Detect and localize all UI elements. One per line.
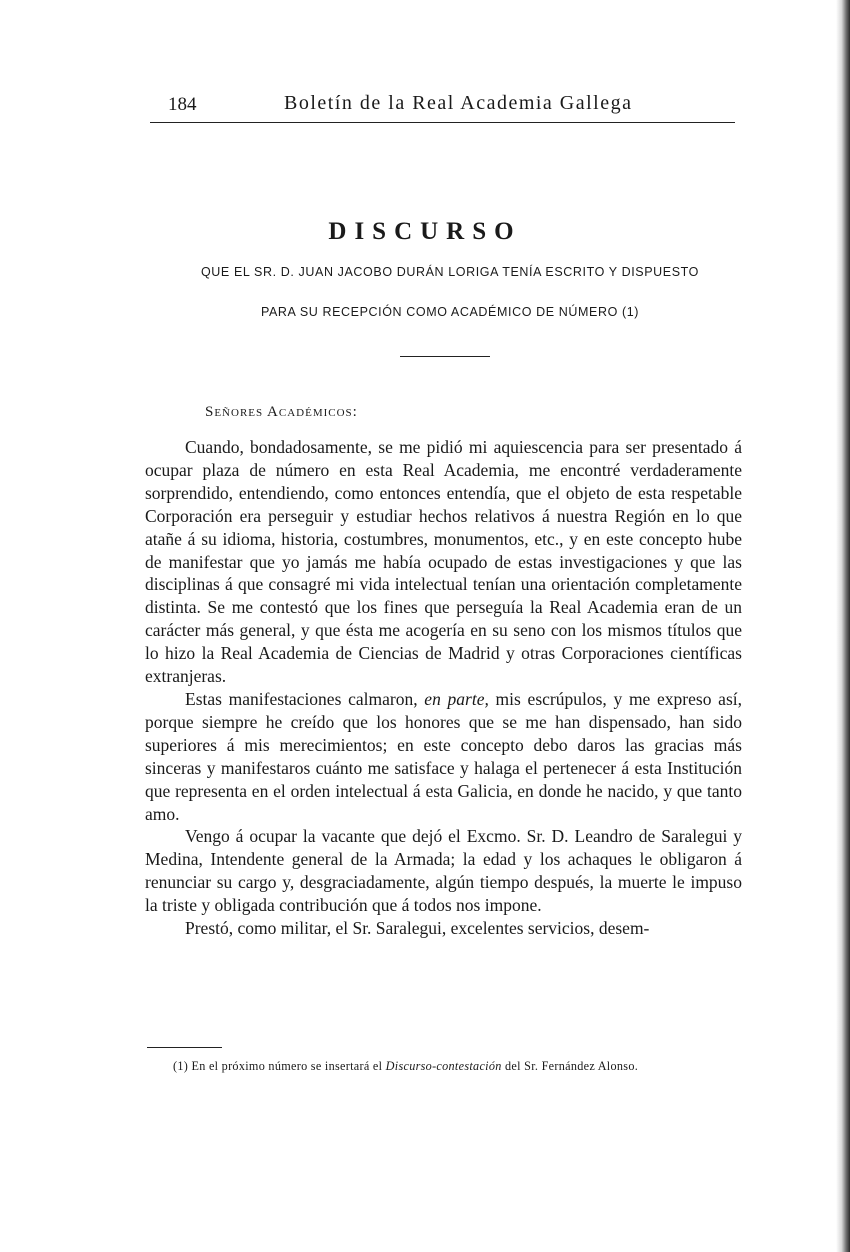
paragraph-2-emphasis: en parte, bbox=[424, 688, 489, 709]
running-title: Boletín de la Real Academia Gallega bbox=[284, 92, 633, 114]
paragraph-2 bbox=[145, 688, 742, 825]
footnote-start: (1) En el próximo número se insertará el bbox=[173, 1059, 386, 1073]
title-divider bbox=[400, 356, 490, 357]
paragraph-4: Prestó, como militar, el Sr. Saralegui, excelentes servicios, desem- bbox=[185, 918, 650, 939]
body-text bbox=[145, 436, 742, 940]
footnote-end: del Sr. Fernández Alonso. bbox=[501, 1059, 639, 1073]
footnote-divider bbox=[147, 1047, 222, 1048]
footnote bbox=[145, 1057, 742, 1077]
scan-edge-shadow bbox=[836, 0, 850, 1252]
subtitle-line-1: QUE EL SR. D. JUAN JACOBO DURÁN LORIGA TENÍA ESCRITO Y DISPUESTO bbox=[200, 265, 699, 279]
page-number: 184 bbox=[168, 94, 197, 115]
footnote-emphasis: Discurso-contestación bbox=[385, 1059, 502, 1073]
paragraph-1: Cuando, bondadosamente, se me pidió mi aquiescencia para ser presentado á ocupar plaza de número en esta Real Academia, me encontré verdaderamente sorprendido, entendiendo, como entonces entendía, que el objeto de esta respetable Corporación era perseguir y estudiar hechos relativos á nuestra Región en lo que atañe á su idioma, historia, costumbres, monumentos, etc., y en este concepto hube de manifestar que yo jamás me había ocupado de estas investigaciones y que las disciplinas á que consagré mi vida intelectual tenían una orientación completamente distinta. Se me contestó que los fines que perseguía la Real Academia eran de un carácter más general, y que ésta me acogería en su seno con los mismos títulos que lo hizo la Real Academia de Ciencias de Madrid y otras Corporaciones científicas extranjeras. bbox=[145, 437, 742, 687]
paragraph-2-start: Estas manifestaciones calmaron, bbox=[185, 688, 425, 709]
paragraph-2-end: mis escrúpulos, y me expreso así, porque siempre he creído que los honores que se me han dispensado, han sido superiores á mis merecimientos; en este concepto debo daros las gracias más sinceras y manifestaros cuánto me satisface y halaga el pertenecer á esta Institución que representa en el orden intelectual á esta Galicia, en donde he nacido, y que tanto amo. bbox=[145, 688, 742, 824]
paragraph-3: Vengo á ocupar la vacante que dejó el Excmo. Sr. D. Leandro de Saralegui y Medina, Intendente general de la Armada; la edad y los achaques le obligaron á renunciar su cargo y, desgraciadamente, algún tiempo después, la muerte le impuso la triste y obligada contribución que á todos nos impone. bbox=[145, 826, 742, 916]
running-header bbox=[150, 92, 735, 123]
section-title: DISCURSO bbox=[328, 218, 522, 245]
subtitle-line-2: PARA SU RECEPCIÓN COMO ACADÉMICO DE NÚMERO (1) bbox=[260, 305, 640, 319]
salutation: Señores Académicos: bbox=[205, 404, 358, 420]
